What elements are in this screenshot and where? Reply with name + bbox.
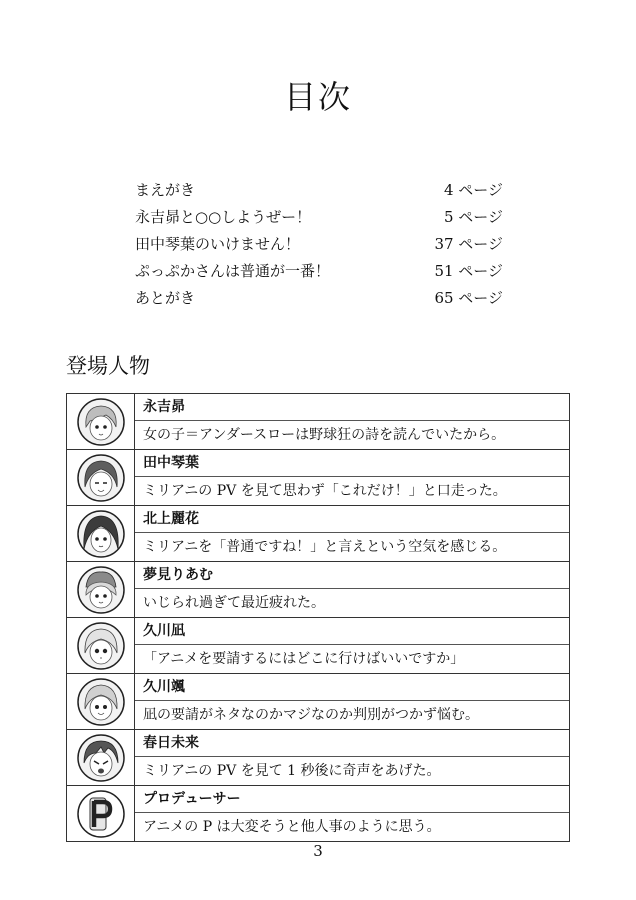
toc-label: 田中琴葉のいけません！	[135, 235, 301, 253]
toc-label: 永吉昴と○○しようぜー！	[135, 208, 312, 226]
character-portrait-icon	[76, 509, 126, 559]
character-name: 久川颯	[135, 674, 569, 701]
producer-p-icon	[76, 789, 126, 839]
character-portrait-icon	[76, 565, 126, 615]
character-name: 北上麗花	[135, 506, 569, 533]
character-description: ミリアニを「普通ですね！」と言えという空気を感じる。	[143, 539, 507, 555]
page-number: 3	[313, 842, 323, 860]
cast-table	[66, 393, 570, 842]
toc-entry	[135, 203, 503, 230]
cast-heading: 登場人物	[66, 354, 150, 378]
character-description: 女の子＝アンダースローは野球狂の詩を読んでいたから。	[143, 427, 506, 443]
character-description: アニメの P は大変そうと他人事のように思う。	[143, 819, 441, 835]
character-name: 春日未来	[135, 730, 569, 757]
cast-row	[67, 730, 569, 786]
character-name: 永吉昴	[135, 394, 569, 421]
cast-row	[67, 674, 569, 730]
character-description: 凪の要請がネタなのかマジなのか判別がつかず悩む。	[143, 707, 479, 723]
character-description: ミリアニの PV を見て 1 秒後に奇声をあげた。	[143, 763, 441, 779]
toc-page: 5 ページ	[443, 208, 503, 226]
cast-row	[67, 450, 569, 506]
cast-row	[67, 506, 569, 562]
table-of-contents	[135, 176, 503, 311]
character-description: ミリアニの PV を見て思わず「これだけ！」と口走った。	[143, 483, 507, 499]
toc-entry	[135, 257, 503, 284]
toc-page: 51 ページ	[434, 262, 503, 280]
toc-entry	[135, 230, 503, 257]
toc-label: ぷっぷかさんは普通が一番！	[135, 262, 331, 280]
character-portrait-icon	[76, 677, 126, 727]
character-portrait-icon	[76, 397, 126, 447]
toc-entry	[135, 284, 503, 311]
toc-page: 65 ページ	[434, 289, 503, 307]
toc-label: まえがき	[135, 181, 196, 199]
cast-row	[67, 394, 569, 450]
character-name: 夢見りあむ	[135, 562, 569, 589]
character-name: 田中琴葉	[135, 450, 569, 477]
character-description: いじられ過ぎて最近疲れた。	[143, 595, 325, 611]
toc-entry	[135, 176, 503, 203]
character-portrait-icon	[76, 453, 126, 503]
character-portrait-icon	[76, 621, 126, 671]
character-description: 「アニメを要請するにはどこに行けばいいですか」	[143, 651, 465, 667]
character-portrait-icon	[76, 733, 126, 783]
toc-page: 37 ページ	[434, 235, 503, 253]
toc-page: 4 ページ	[443, 181, 503, 199]
character-name: プロデューサー	[135, 786, 569, 813]
character-name: 久川凪	[135, 618, 569, 645]
toc-label: あとがき	[135, 289, 196, 307]
cast-row	[67, 562, 569, 618]
cast-row	[67, 786, 569, 842]
cast-row	[67, 618, 569, 674]
page-title: 目次	[283, 78, 352, 116]
